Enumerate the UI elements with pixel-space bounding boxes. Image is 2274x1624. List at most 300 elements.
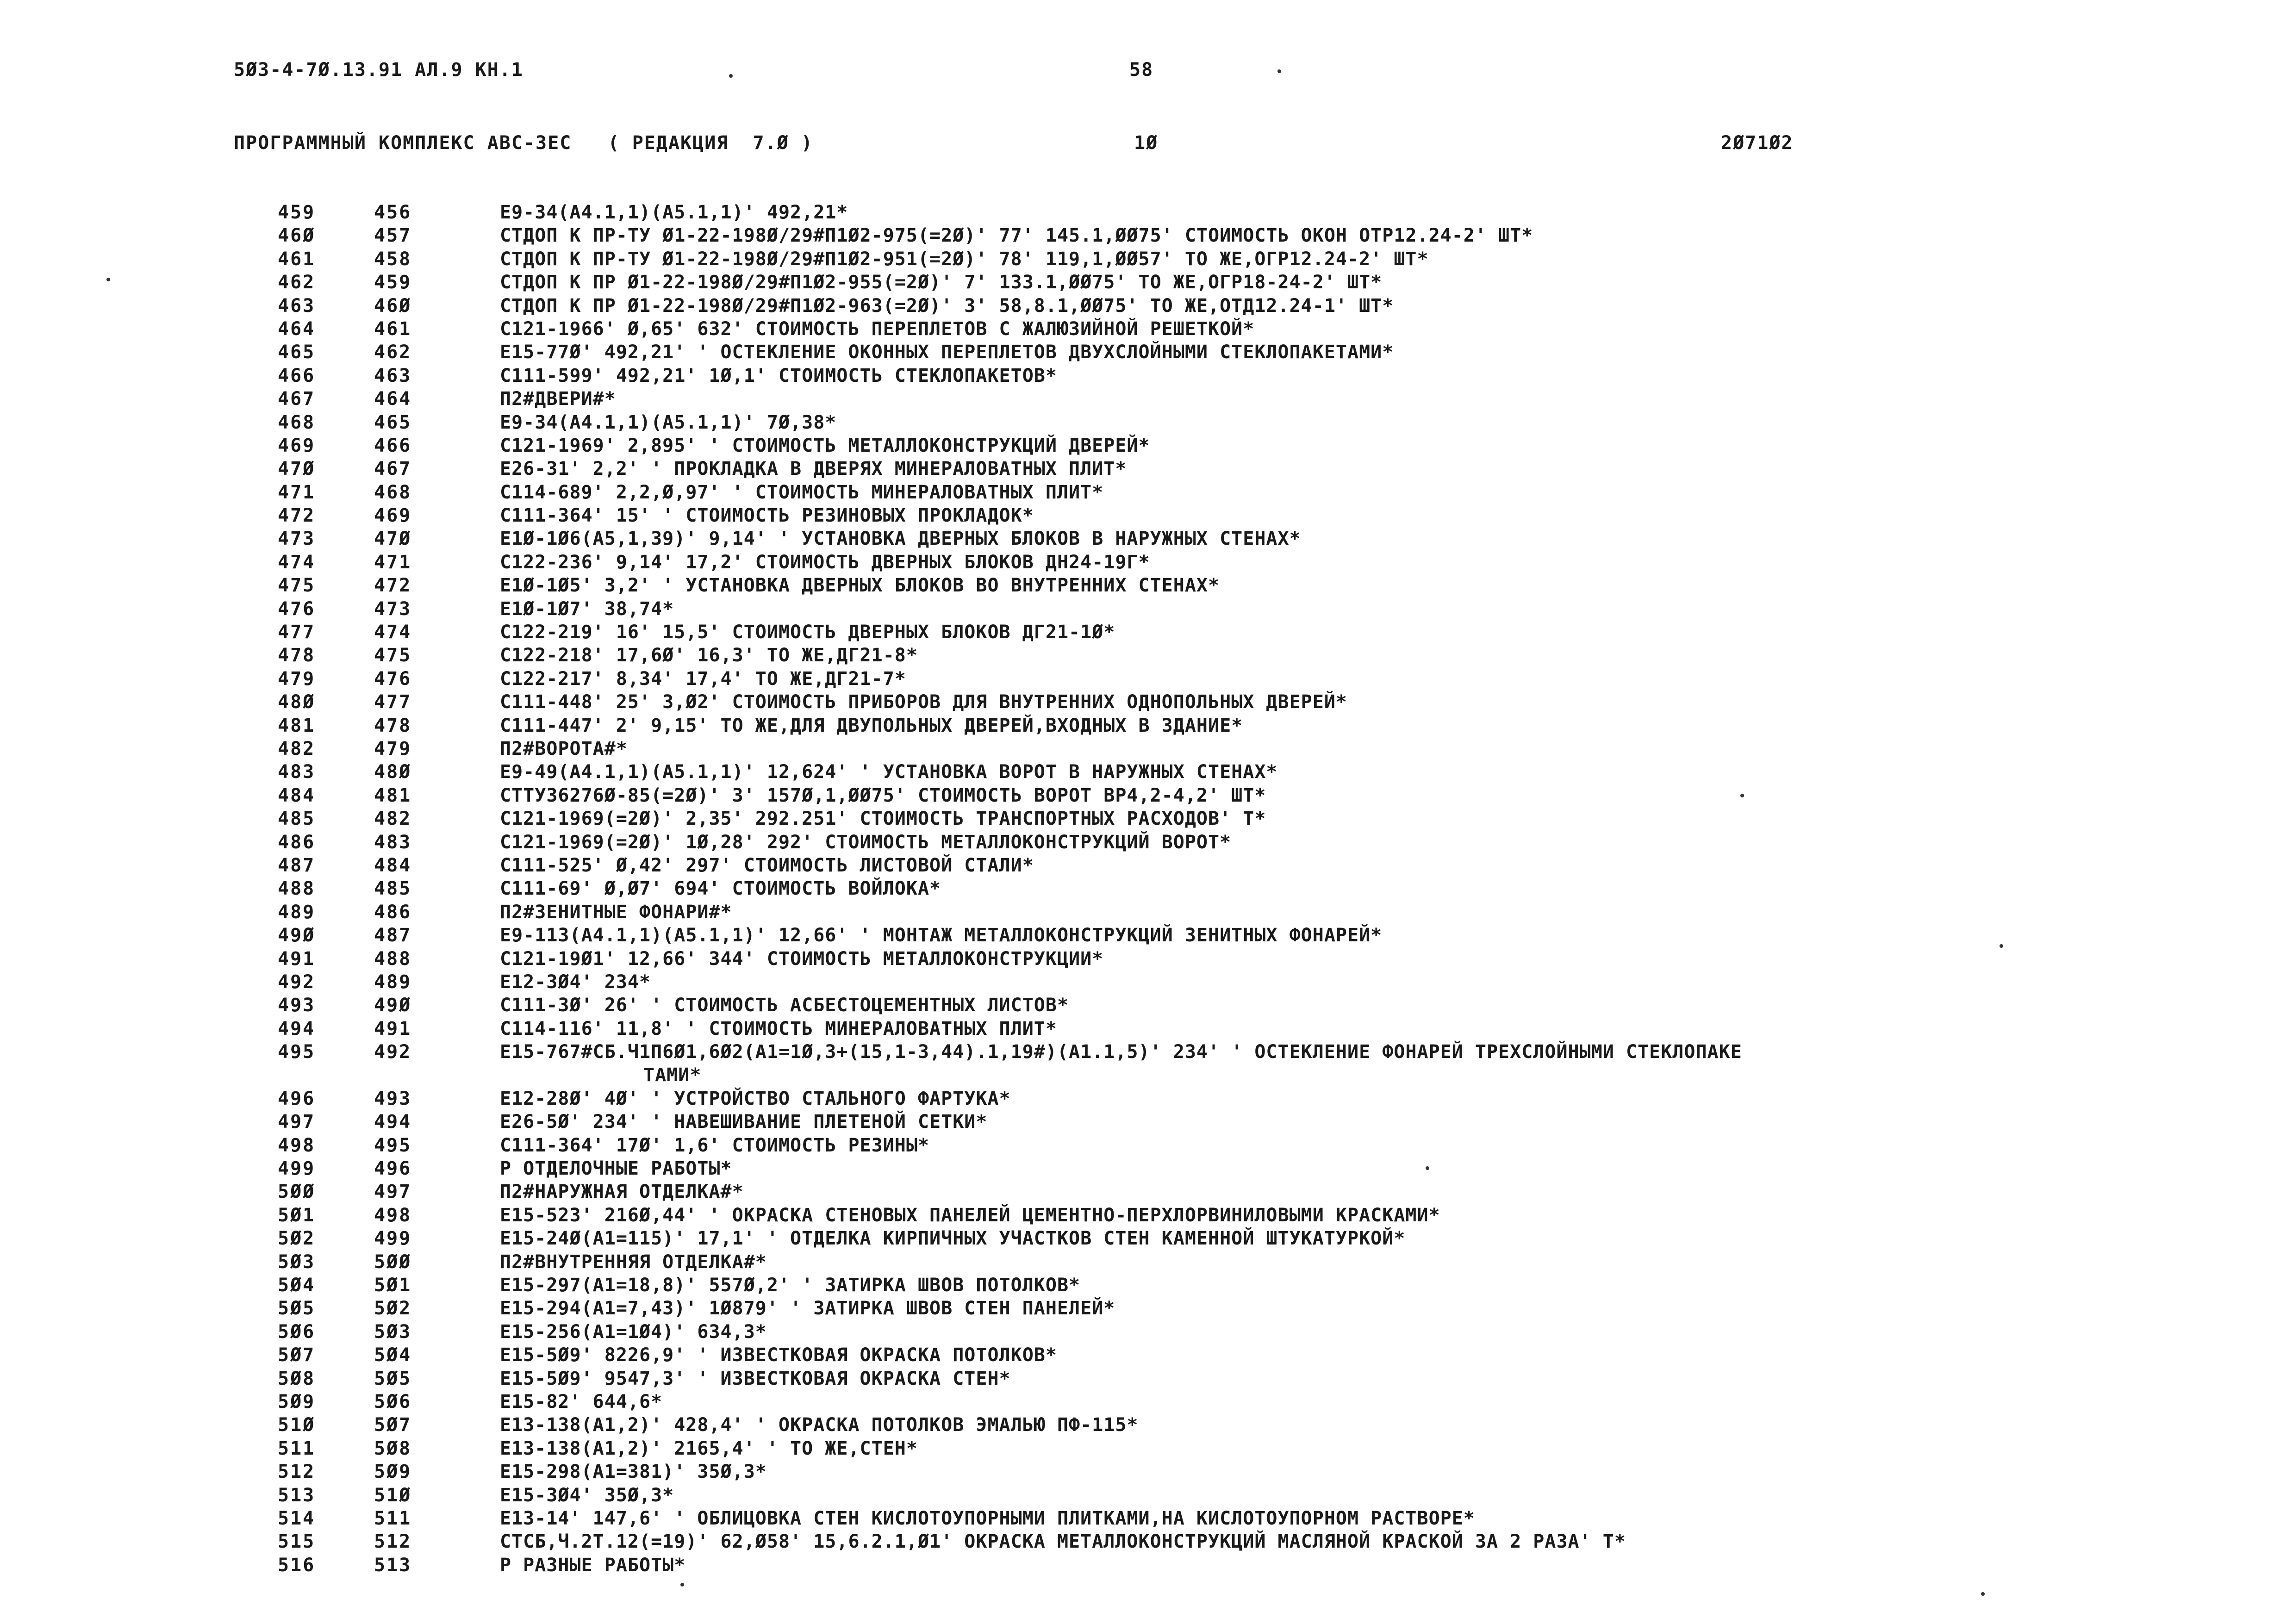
record-text [500,504,2041,527]
listing-row [0,551,2274,574]
record-number: 472 [374,575,412,597]
record-text-line: Е15-767#СБ.Ч1П6Ø1,6Ø2(А1=1Ø,3+(15,1-3,44).1,19#)(А1.1,5)' 234' ' ОСТЕКЛЕНИЕ ФОНАРЕЙ ТРЕХСЛОЙНЫМИ СТЕКЛОПАКЕ [500,1041,1742,1063]
listing-row [0,271,2274,294]
listing-row [0,644,2274,667]
record-text-line: С121-1969' 2,895' ' СТОИМОСТЬ МЕТАЛЛОКОНСТРУКЦИЙ ДВЕРЕЙ* [500,435,1150,456]
line-number: 511 [278,1437,316,1459]
line-number: 51Ø [278,1414,316,1436]
record-text [500,1297,2041,1320]
record-text-line: П2#ЗЕНИТНЫЕ ФОНАРИ#* [500,901,732,923]
record-text-line: Е15-82' 644,6* [500,1391,663,1412]
line-number: 513 [278,1484,316,1506]
line-number: 473 [278,528,316,550]
listing-row [0,737,2274,760]
line-number: 477 [278,622,316,643]
line-number: 463 [278,295,316,317]
line-number: 5Ø3 [278,1251,316,1273]
record-text [500,691,2041,714]
record-number: 49Ø [374,995,412,1016]
document-code: 5Ø3-4-7Ø.13.91 АЛ.9 КН.1 [234,59,523,81]
record-text [500,597,2041,621]
line-number: 491 [278,948,316,970]
listing-row [0,854,2274,877]
record-number: 5Ø5 [374,1368,412,1389]
listing-row [0,1110,2274,1133]
record-text [500,434,2041,457]
record-text [500,457,2041,480]
printout-listing [0,201,2274,1577]
record-number: 474 [374,622,412,643]
record-text-line: С111-3Ø' 26' ' СТОИМОСТЬ АСБЕСТОЦЕМЕНТНЫХ ЛИСТОВ* [500,995,1069,1016]
record-number: 467 [374,458,412,480]
record-text-line: Е15-5Ø9' 9547,3' ' ИЗВЕСТКОВАЯ ОКРАСКА СТЕН* [500,1368,1011,1389]
record-text-line: С121-1966' Ø,65' 632' СТОИМОСТЬ ПЕРЕПЛЕТОВ С ЖАЛЮЗИЙНОЙ РЕШЕТКОЙ* [500,318,1255,340]
record-text-line: П2#ВНУТРЕННЯЯ ОТДЕЛКА#* [500,1251,767,1273]
listing-row [0,411,2274,434]
record-number: 499 [374,1228,412,1250]
record-number: 471 [374,551,412,573]
line-number: 512 [278,1461,316,1483]
record-text-line: С111-599' 492,21' 1Ø,1' СТОИМОСТЬ СТЕКЛОПАКЕТОВ* [500,365,1057,386]
record-number: 494 [374,1111,412,1133]
listing-row [0,714,2274,737]
record-number: 5Ø4 [374,1344,412,1366]
record-text-line: Е15-298(А1=381)' 35Ø,3* [500,1461,767,1483]
listing-row [0,1460,2274,1483]
record-text-line: СТДОП К ПР Ø1-22-198Ø/29#П1Ø2-955(=2Ø)' 7' 133.1,ØØ75' ТО ЖЕ,ОГР18-24-2' ШТ* [500,272,1383,293]
line-number: 48Ø [278,691,316,713]
record-text-continuation: ТАМИ* [643,1064,702,1086]
line-number: 468 [278,411,316,433]
listing-row [0,1157,2274,1180]
record-text [500,971,2041,994]
record-number: 5Ø8 [374,1437,412,1459]
record-text [500,1180,2041,1203]
record-number: 5ØØ [374,1251,412,1273]
record-text [500,1484,2041,1507]
line-number: 464 [278,318,316,340]
record-text [500,737,2041,760]
record-number: 487 [374,925,412,946]
listing-row [0,294,2274,317]
scan-speck [1426,1166,1429,1170]
record-number: 47Ø [374,528,412,550]
line-number: 466 [278,365,316,386]
record-text-line: С121-19Ø1' 12,66' 344' СТОИМОСТЬ МЕТАЛЛОКОНСТРУКЦИИ* [500,948,1104,970]
scan-speck [106,278,110,281]
line-number: 484 [278,784,316,806]
listing-row [0,994,2274,1017]
line-number: 478 [278,645,316,666]
line-number: 496 [278,1088,316,1109]
record-text-line: Е13-14' 147,6' ' ОБЛИЦОВКА СТЕН КИСЛОТОУПОРНЫМИ ПЛИТКАМИ,НА КИСЛОТОУПОРНОМ РАСТВОРЕ* [500,1507,1475,1529]
listing-row [0,1507,2274,1530]
listing-row [0,481,2274,504]
line-number: 483 [278,761,316,783]
record-number: 475 [374,645,412,666]
line-number: 5Ø7 [278,1344,316,1366]
record-text [500,1110,2041,1133]
record-text [500,947,2041,971]
record-text-line: СТДОП К ПР-ТУ Ø1-22-198Ø/29#П1Ø2-975(=2Ø)' 77' 145.1,ØØ75' СТОИМОСТЬ ОКОН ОТР12.24-2' ШТ* [500,225,1533,247]
line-number: 486 [278,831,316,853]
line-number: 469 [278,435,316,456]
record-text [500,1320,2041,1344]
record-text [500,621,2041,644]
listing-row [0,1017,2274,1040]
record-text [500,224,2041,247]
line-number: 488 [278,878,316,900]
record-text-line: П2#ВОРОТА#* [500,738,628,759]
record-text-line: Е15-523' 216Ø,44' ' ОКРАСКА СТЕНОВЫХ ПАНЕЛЕЙ ЦЕМЕНТНО-ПЕРХЛОРВИНИЛОВЫМИ КРАСКАМИ* [500,1204,1440,1226]
record-text [500,1204,2041,1227]
listing-row [0,1437,2274,1460]
record-text [500,1040,2041,1087]
record-number: 495 [374,1134,412,1156]
listing-row [0,597,2274,621]
record-text [500,714,2041,737]
listing-row [0,504,2274,527]
record-text-line: СТДОП К ПР Ø1-22-198Ø/29#П1Ø2-963(=2Ø)' 3' 58,8.1,ØØ75' ТО ЖЕ,ОТД12.24-1' ШТ* [500,295,1394,317]
record-text [500,1507,2041,1530]
record-text [500,364,2041,387]
line-number: 471 [278,481,316,503]
line-number: 487 [278,854,316,876]
line-number: 493 [278,995,316,1016]
record-text [500,201,2041,224]
record-number: 465 [374,411,412,433]
record-text-line: Е26-5Ø' 234' ' НАВЕШИВАНИЕ ПЛЕТЕНОЙ СЕТКИ* [500,1111,988,1133]
record-text-line: Е12-3Ø4' 234* [500,971,651,993]
record-text [500,854,2041,877]
record-text-line: Е9-34(А4.1,1)(А5.1,1)' 7Ø,38* [500,411,837,433]
line-number: 5Ø9 [278,1391,316,1412]
listing-row [0,621,2274,644]
record-text-line: С121-1969(=2Ø)' 1Ø,28' 292' СТОИМОСТЬ МЕТАЛЛОКОНСТРУКЦИЙ ВОРОТ* [500,831,1232,853]
record-text [500,1134,2041,1157]
listing-row [0,527,2274,550]
line-number: 49Ø [278,925,316,946]
listing-row [0,1134,2274,1157]
line-number: 499 [278,1158,316,1180]
record-number: 5Ø9 [374,1461,412,1483]
record-number: 484 [374,854,412,876]
line-number: 497 [278,1111,316,1133]
record-text-line: С114-689' 2,2,Ø,97' ' СТОИМОСТЬ МИНЕРАЛОВАТНЫХ ПЛИТ* [500,481,1104,503]
record-text [500,1087,2041,1110]
record-text-line: С111-525' Ø,42' 297' СТОИМОСТЬ ЛИСТОВОЙ СТАЛИ* [500,854,1034,876]
record-number: 498 [374,1204,412,1226]
record-text-line: С111-364' 15' ' СТОИМОСТЬ РЕЗИНОВЫХ ПРОКЛАДОК* [500,505,1034,527]
record-number: 459 [374,272,412,293]
listing-row [0,341,2274,364]
record-text-line: С122-217' 8,34' 17,4' ТО ЖЕ,ДГ21-7* [500,668,906,690]
line-number: 514 [278,1507,316,1529]
record-text-line: Е15-5Ø9' 8226,9' ' ИЗВЕСТКОВАЯ ОКРАСКА ПОТОЛКОВ* [500,1344,1057,1366]
record-text-line: С111-447' 2' 9,15' ТО ЖЕ,ДЛЯ ДВУПОЛЬНЫХ ДВЕРЕЙ,ВХОДНЫХ В ЗДАНИЕ* [500,715,1243,736]
record-number: 456 [374,202,412,223]
line-number: 5Ø6 [278,1321,316,1343]
record-number: 488 [374,948,412,970]
line-number: 5Ø4 [278,1274,316,1296]
listing-row [0,1484,2274,1507]
record-number: 486 [374,901,412,923]
scan-speck [2000,944,2003,948]
record-text [500,1367,2041,1390]
record-text [500,1390,2041,1413]
record-text-line: Е26-31' 2,2' ' ПРОКЛАДКА В ДВЕРЯХ МИНЕРАЛОВАТНЫХ ПЛИТ* [500,458,1127,480]
record-text-line: Е15-256(А1=1Ø4)' 634,3* [500,1321,767,1343]
record-text [500,1227,2041,1250]
record-number: 46Ø [374,295,412,317]
record-text [500,667,2041,691]
line-number: 498 [278,1134,316,1156]
record-number: 479 [374,738,412,759]
record-text [500,1344,2041,1367]
record-number: 496 [374,1158,412,1180]
scan-speck [729,74,733,78]
listing-row [0,1530,2274,1553]
listing-row [0,574,2274,597]
page-number: 58 [1129,59,1154,81]
listing-row [0,807,2274,830]
record-number: 483 [374,831,412,853]
listing-row [0,1274,2274,1297]
line-number: 515 [278,1531,316,1553]
line-number: 485 [278,808,316,830]
line-number: 479 [278,668,316,690]
listing-row [0,971,2274,994]
record-text [500,924,2041,947]
line-number: 475 [278,575,316,597]
line-number: 461 [278,248,316,270]
listing-row [0,947,2274,971]
listing-row [0,434,2274,457]
listing-row [0,901,2274,924]
listing-row [0,1413,2274,1437]
program-title: ПРОГРАММНЫЙ КОМПЛЕКС АВС-3ЕС ( РЕДАКЦИЯ 7.Ø ) [234,132,813,154]
line-number: 465 [278,342,316,363]
line-number: 474 [278,551,316,573]
record-number: 476 [374,668,412,690]
record-text-line: СТДОП К ПР-ТУ Ø1-22-198Ø/29#П1Ø2-951(=2Ø)' 78' 119,1,ØØ57' ТО ЖЕ,ОГР12.24-2' ШТ* [500,248,1429,270]
line-number: 47Ø [278,458,316,480]
line-number: 476 [278,598,316,620]
listing-row [0,691,2274,714]
listing-row [0,1344,2274,1367]
listing-row [0,924,2274,947]
record-text-line: С122-218' 17,6Ø' 16,3' ТО ЖЕ,ДГ21-8* [500,645,918,666]
record-number: 497 [374,1181,412,1203]
sheet-number: 1Ø [1134,132,1159,154]
listing-row [0,1367,2274,1390]
record-number: 481 [374,784,412,806]
listing-row [0,831,2274,854]
record-number: 48Ø [374,761,412,783]
record-text [500,317,2041,341]
record-text [500,1251,2041,1274]
record-text-line: П2#НАРУЖНАЯ ОТДЕЛКА#* [500,1181,744,1203]
listing-row [0,317,2274,341]
record-number: 5Ø3 [374,1321,412,1343]
listing-row [0,1297,2274,1320]
record-text-line: С121-1969(=2Ø)' 2,35' 292.251' СТОИМОСТЬ ТРАНСПОРТНЫХ РАСХОДОВ' Т* [500,808,1266,830]
listing-row [0,201,2274,224]
line-number: 5Ø8 [278,1368,316,1389]
listing-row [0,457,2274,480]
record-text [500,1437,2041,1460]
record-text-line: Е15-77Ø' 492,21' ' ОСТЕКЛЕНИЕ ОКОННЫХ ПЕРЕПЛЕТОВ ДВУХСЛОЙНЫМИ СТЕКЛОПАКЕТАМИ* [500,342,1394,363]
record-number: 473 [374,598,412,620]
record-text-line: Е9-113(А4.1,1)(А5.1,1)' 12,66' ' МОНТАЖ МЕТАЛЛОКОНСТРУКЦИЙ ЗЕНИТНЫХ ФОНАРЕЙ* [500,925,1383,946]
record-text-line: С114-116' 11,8' ' СТОИМОСТЬ МИНЕРАЛОВАТНЫХ ПЛИТ* [500,1018,1057,1039]
listing-row [0,667,2274,691]
record-text [500,1554,2041,1577]
record-text [500,784,2041,807]
record-text-line: С122-236' 9,14' 17,2' СТОИМОСТЬ ДВЕРНЫХ БЛОКОВ ДН24-19Г* [500,551,1150,573]
listing-row [0,1390,2274,1413]
record-number: 489 [374,971,412,993]
record-number: 493 [374,1088,412,1109]
listing-row [0,1087,2274,1110]
record-number: 458 [374,248,412,270]
line-number: 5Ø2 [278,1228,316,1250]
line-number: 459 [278,202,316,223]
record-text [500,1017,2041,1040]
record-number: 5Ø2 [374,1298,412,1319]
listing-row [0,1320,2274,1344]
line-number: 5Ø5 [278,1298,316,1319]
listing-row [0,1180,2274,1203]
record-text-line: Е12-28Ø' 4Ø' ' УСТРОЙСТВО СТАЛЬНОГО ФАРТУКА* [500,1088,1011,1109]
record-text-line: Е15-3Ø4' 35Ø,3* [500,1484,674,1506]
line-number: 516 [278,1554,316,1576]
record-number: 51Ø [374,1484,412,1506]
listing-row [0,760,2274,784]
record-text [500,994,2041,1017]
record-number: 463 [374,365,412,386]
record-number: 485 [374,878,412,900]
listing-row [0,784,2274,807]
record-number: 482 [374,808,412,830]
scan-speck [1277,69,1281,73]
record-text-line: Е1Ø-1Ø7' 38,74* [500,598,674,620]
record-number: 469 [374,505,412,527]
record-number: 512 [374,1531,412,1553]
record-text [500,574,2041,597]
record-text [500,341,2041,364]
listing-row [0,224,2274,247]
record-number: 478 [374,715,412,736]
record-text [500,1157,2041,1180]
record-number: 468 [374,481,412,503]
record-text [500,551,2041,574]
record-text-line: Р ОТДЕЛОЧНЫЕ РАБОТЫ* [500,1158,732,1180]
record-number: 461 [374,318,412,340]
record-text-line: П2#ДВЕРИ#* [500,388,616,410]
record-text-line: Е9-34(А4.1,1)(А5.1,1)' 492,21* [500,202,848,223]
record-text [500,411,2041,434]
record-number: 462 [374,342,412,363]
listing-row [0,1554,2274,1577]
line-number: 494 [278,1018,316,1039]
listing-row [0,877,2274,900]
record-text [500,831,2041,854]
document-number: 2Ø71Ø2 [1721,132,1794,154]
record-text-line: Е15-24Ø(А1=115)' 17,1' ' ОТДЕЛКА КИРПИЧНЫХ УЧАСТКОВ СТЕН КАМЕННОЙ ШТУКАТУРКОЙ* [500,1228,1406,1250]
listing-row [0,1204,2274,1227]
line-number: 495 [278,1041,316,1063]
record-number: 477 [374,691,412,713]
record-text [500,527,2041,550]
record-text-line: Е13-138(А1,2)' 428,4' ' ОКРАСКА ПОТОЛКОВ ЭМАЛЬЮ ПФ-115* [500,1414,1139,1436]
record-text-line: Е15-294(А1=7,43)' 1Ø879' ' ЗАТИРКА ШВОВ СТЕН ПАНЕЛЕЙ* [500,1298,1115,1319]
listing-row [0,1040,2274,1087]
record-text-line: С111-69' Ø,Ø7' 694' СТОИМОСТЬ ВОЙЛОКА* [500,878,941,900]
listing-row [0,387,2274,411]
record-number: 464 [374,388,412,410]
scan-speck [680,1583,684,1587]
record-text-line: СТСБ,Ч.2Т.12(=19)' 62,Ø58' 15,6.2.1,Ø1' ОКРАСКА МЕТАЛЛОКОНСТРУКЦИЙ МАСЛЯНОЙ КРАСКОЙ ЗА 2 РАЗА' Т* [500,1531,1626,1553]
record-text-line: Е15-297(А1=18,8)' 557Ø,2' ' ЗАТИРКА ШВОВ ПОТОЛКОВ* [500,1274,1081,1296]
record-text [500,760,2041,784]
record-text-line: СТТУ36276Ø-85(=2Ø)' 3' 157Ø,1,ØØ75' СТОИМОСТЬ ВОРОТ ВР4,2-4,2' ШТ* [500,784,1266,806]
record-number: 491 [374,1018,412,1039]
record-number: 511 [374,1507,412,1529]
record-text-line: Е9-49(А4.1,1)(А5.1,1)' 12,624' ' УСТАНОВКА ВОРОТ В НАРУЖНЫХ СТЕНАХ* [500,761,1278,783]
line-number: 5ØØ [278,1181,316,1203]
record-text [500,248,2041,271]
record-number: 5Ø7 [374,1414,412,1436]
line-number: 472 [278,505,316,527]
record-text [500,1460,2041,1483]
record-text [500,1530,2041,1553]
record-text-line: С122-219' 16' 15,5' СТОИМОСТЬ ДВЕРНЫХ БЛОКОВ ДГ21-1Ø* [500,622,1115,643]
line-number: 481 [278,715,316,736]
scan-speck [1740,794,1744,797]
listing-row [0,1251,2274,1274]
line-number: 5Ø1 [278,1204,316,1226]
record-number: 457 [374,225,412,247]
record-text-line: С111-364' 17Ø' 1,6' СТОИМОСТЬ РЕЗИНЫ* [500,1134,930,1156]
record-text-line: Е1Ø-1Ø5' 3,2' ' УСТАНОВКА ДВЕРНЫХ БЛОКОВ ВО ВНУТРЕННИХ СТЕНАХ* [500,575,1220,597]
record-text-line: С111-448' 25' 3,Ø2' СТОИМОСТЬ ПРИБОРОВ ДЛЯ ВНУТРЕННИХ ОДНОПОЛЬНЫХ ДВЕРЕЙ* [500,691,1347,713]
record-number: 513 [374,1554,412,1576]
record-text [500,807,2041,830]
record-text [500,877,2041,900]
record-text [500,1274,2041,1297]
listing-row [0,364,2274,387]
record-text [500,271,2041,294]
record-number: 466 [374,435,412,456]
record-text-line: Р РАЗНЫЕ РАБОТЫ* [500,1554,686,1576]
line-number: 492 [278,971,316,993]
record-text [500,294,2041,317]
listing-row [0,1227,2274,1250]
record-text [500,1413,2041,1437]
scan-speck [1981,1592,1985,1596]
line-number: 489 [278,901,316,923]
record-number: 492 [374,1041,412,1063]
record-text [500,387,2041,411]
line-number: 46Ø [278,225,316,247]
line-number: 462 [278,272,316,293]
record-number: 5Ø1 [374,1274,412,1296]
record-text-line: Е1Ø-1Ø6(А5,1,39)' 9,14' ' УСТАНОВКА ДВЕРНЫХ БЛОКОВ В НАРУЖНЫХ СТЕНАХ* [500,528,1301,550]
line-number: 467 [278,388,316,410]
record-text-line: Е13-138(А1,2)' 2165,4' ' ТО ЖЕ,СТЕН* [500,1437,918,1459]
listing-row [0,248,2274,271]
